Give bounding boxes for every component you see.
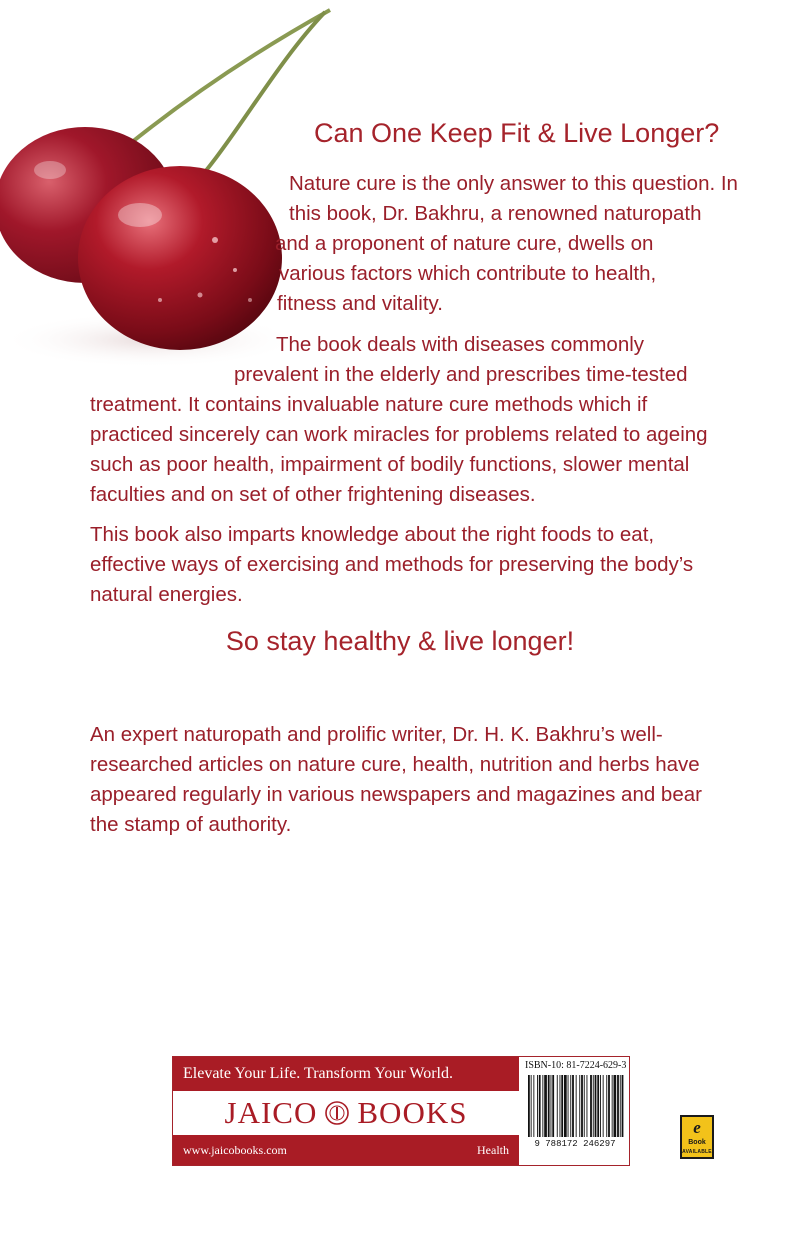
description-paragraph-2 (90, 330, 718, 510)
text-line: researched articles on nature cure, health, nutrition and herbs have (90, 753, 700, 776)
text-line: The book deals with diseases commonly (276, 333, 645, 356)
brand-word-left: JAICO (224, 1095, 318, 1130)
text-line: appeared regularly in various newspapers and magazines and bear (90, 783, 702, 806)
book-category: Health (477, 1143, 509, 1157)
text-line: this book, Dr. Bakhru, a renowned naturopath (289, 202, 702, 225)
ebook-status: AVAILABLE (682, 1149, 712, 1155)
brand-word-right: BOOKS (357, 1095, 468, 1130)
text-line: This book also imparts knowledge about the right foods to eat, (90, 523, 655, 546)
text-line: practiced sincerely can work miracles for problems related to ageing (90, 423, 708, 446)
publisher-logo (173, 1091, 519, 1135)
text-line: natural energies. (90, 583, 243, 606)
isbn-label: ISBN-10: 81-7224-629-3 (525, 1060, 627, 1071)
text-line: effective ways of exercising and methods for preserving the body’s (90, 553, 694, 576)
text-line: faculties and on set of other frightening diseases. (90, 483, 536, 506)
barcode-image (527, 1075, 625, 1137)
barcode-number: 9 788172 246297 (534, 1139, 616, 1149)
jaico-emblem-icon (325, 1101, 349, 1125)
description-paragraph-3 (90, 520, 718, 610)
text-line: such as poor health, impairment of bodily functions, slower mental (90, 453, 690, 476)
text-line: treatment. It contains invaluable nature cure methods which if (90, 393, 648, 416)
description-paragraph-1 (275, 169, 738, 319)
text-line: prevalent in the elderly and prescribes time-tested (234, 363, 688, 386)
text-line: Nature cure is the only answer to this question. In (289, 172, 738, 195)
ebook-available-badge (680, 1115, 714, 1159)
ebook-word: Book (688, 1139, 706, 1146)
publisher-banner (173, 1057, 519, 1165)
publisher-block (172, 1056, 630, 1166)
text-line: An expert naturopath and prolific writer, Dr. H. K. Bakhru’s well- (90, 723, 663, 746)
slogan: So stay healthy & live longer! (225, 626, 575, 656)
cover-heading: Can One Keep Fit & Live Longer? (314, 118, 720, 148)
publisher-tagline: Elevate Your Life. Transform Your World. (183, 1065, 453, 1082)
ebook-letter: e (693, 1118, 701, 1137)
text-line: fitness and vitality. (277, 292, 443, 315)
publisher-website: www.jaicobooks.com (183, 1143, 287, 1157)
text-line: the stamp of authority. (90, 813, 292, 836)
text-line: various factors which contribute to health, (279, 262, 657, 285)
text-line: and a proponent of nature cure, dwells on (275, 232, 654, 255)
author-bio (90, 720, 718, 840)
